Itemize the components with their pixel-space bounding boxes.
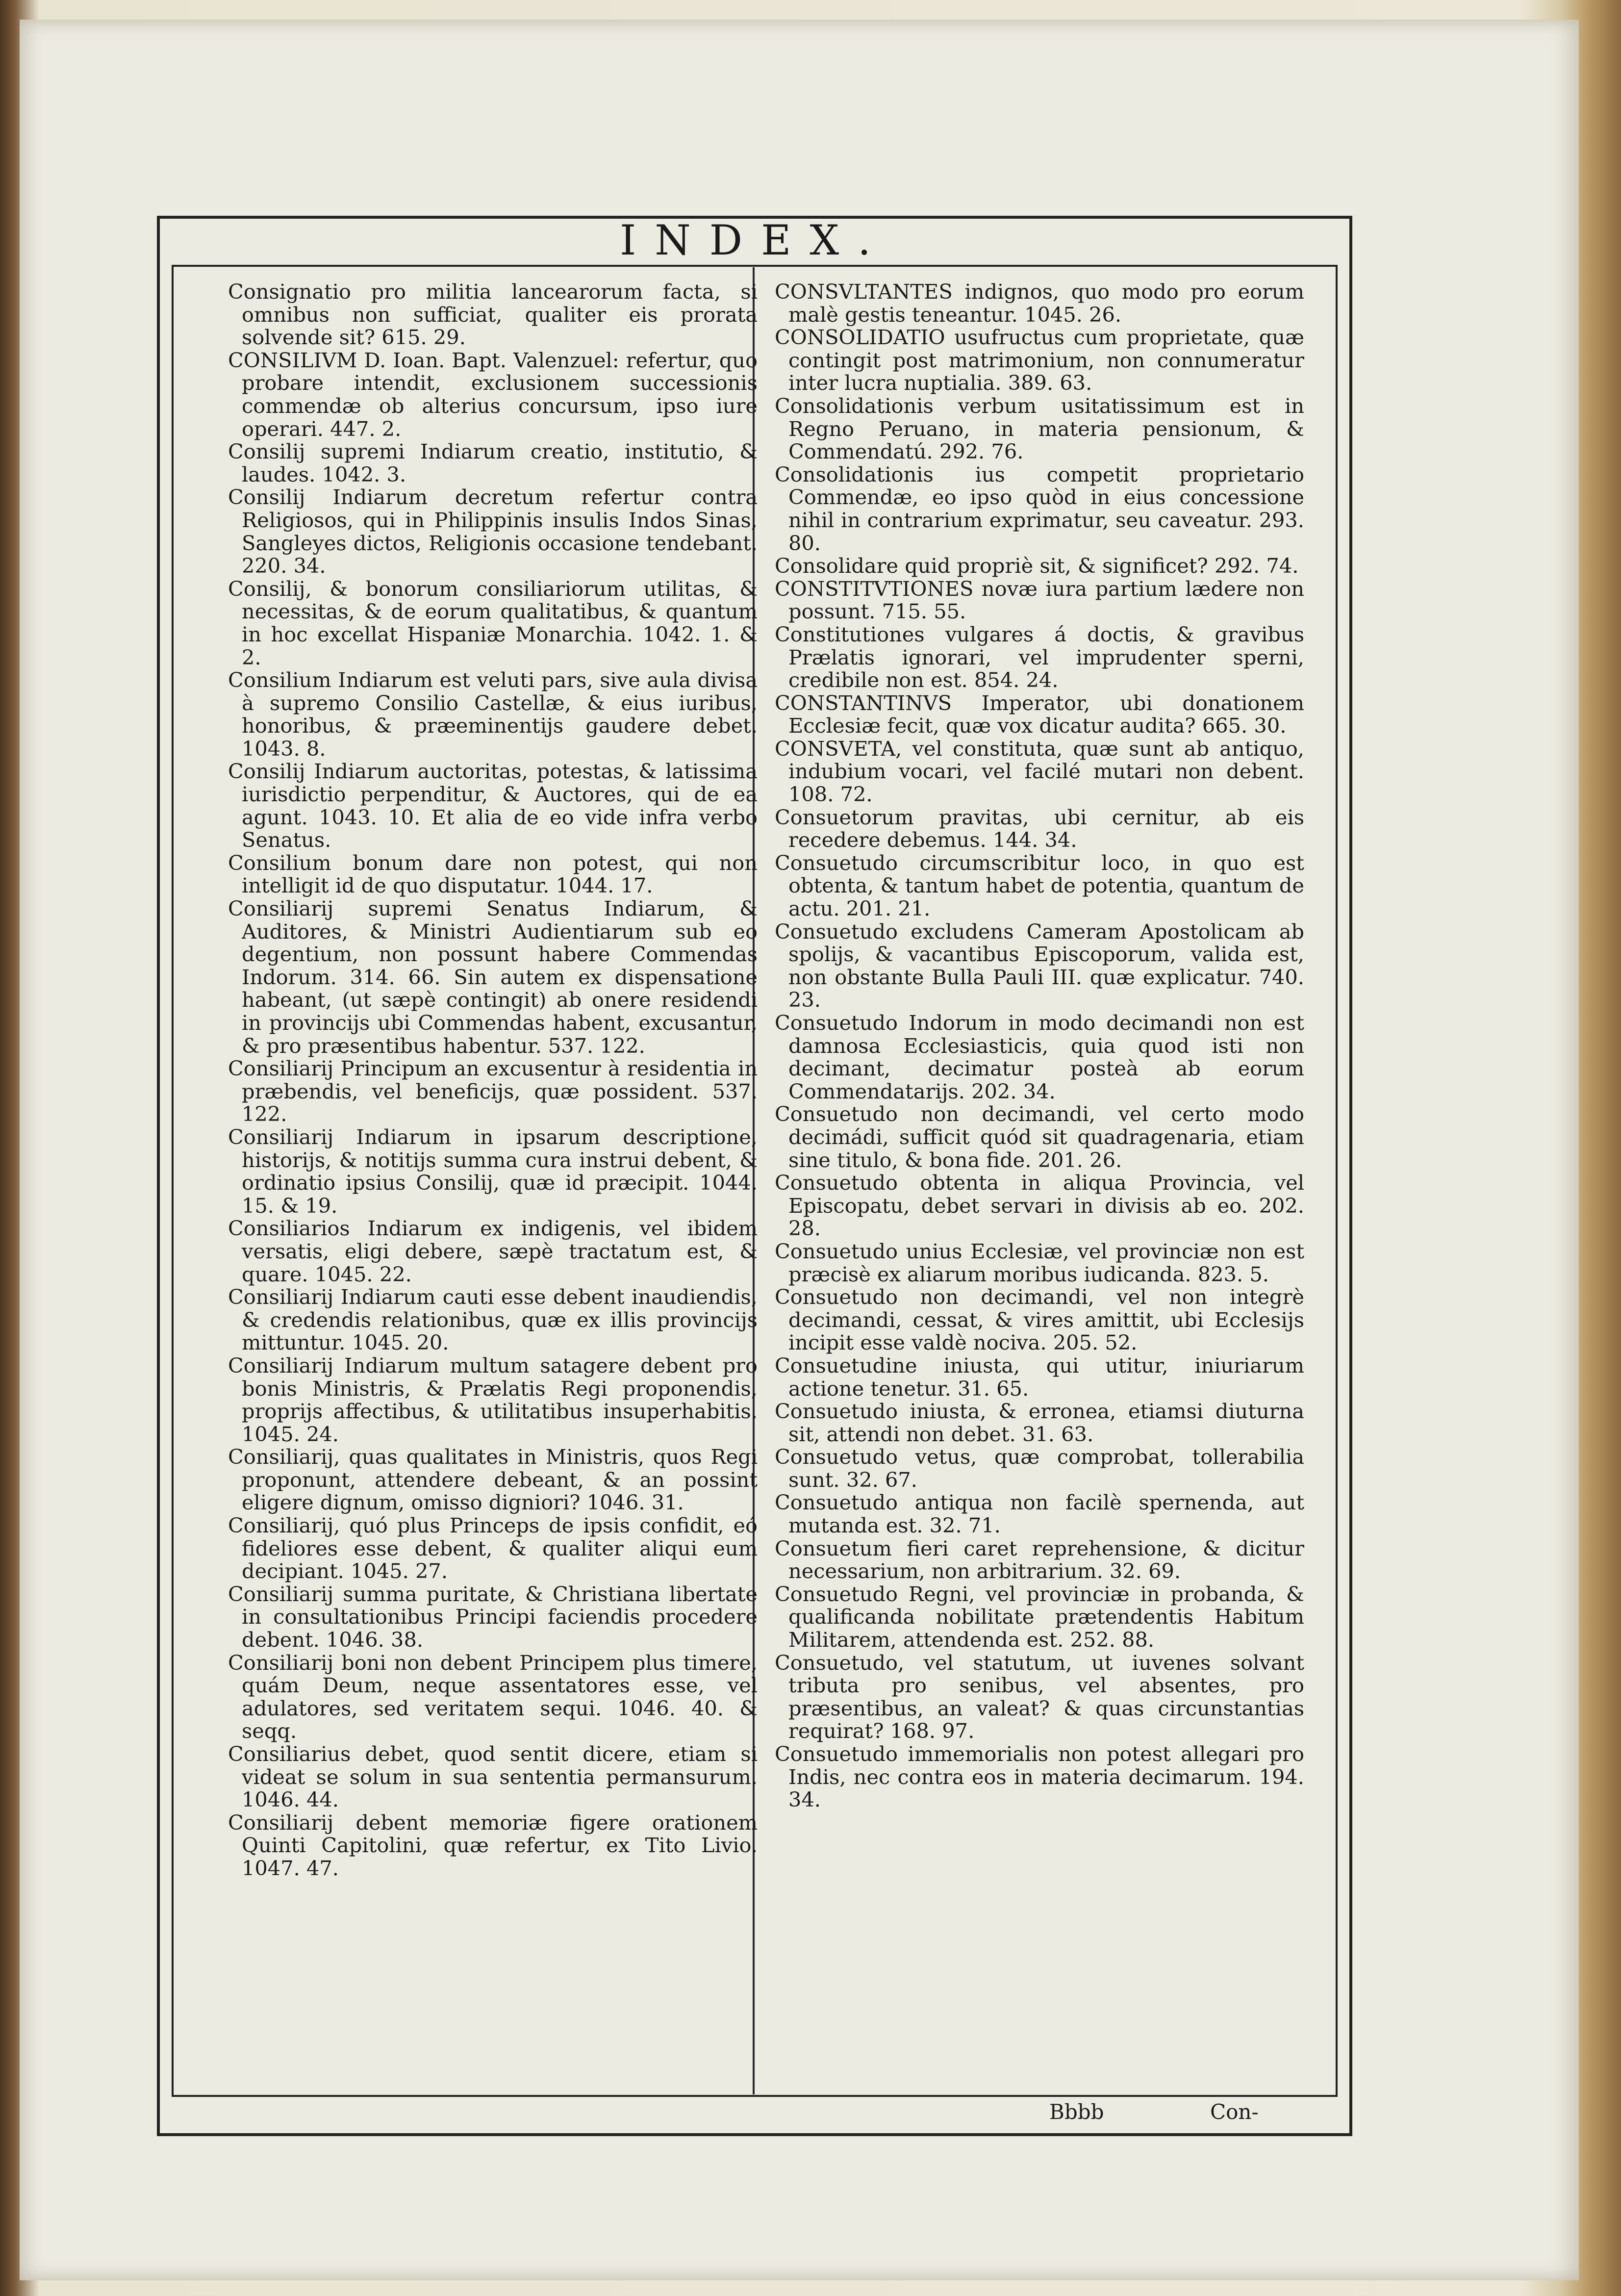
index-entry: Consuetudo vetus, quæ comprobat, tollerabilia sunt. 32. 67.: [775, 1445, 1304, 1492]
index-entry: Consiliarios Indiarum ex indigenis, vel ibidem versatis, eligi debere, sæpè tractatum est, & quare. 1045. 22.: [228, 1216, 758, 1286]
signature-mark: Bbbb: [1049, 2100, 1104, 2124]
index-entry: Consolidare quid propriè sit, & significet? 292. 74.: [775, 554, 1299, 578]
index-entry: Consolidationis verbum usitatissimum est in Regno Peruano, in materia pensionum, & Commendatú. 292. 76.: [775, 393, 1304, 464]
index-entry: Consignatio pro militia lancearorum facta, si omnibus non sufficiat, qualiter eis prorata solvende sit? 615. 29.: [228, 280, 758, 350]
index-entry: Consuetudo unius Ecclesiæ, vel provinciæ non est præcisè ex aliarum moribus iudicanda. 823. 5.: [775, 1239, 1304, 1286]
index-entry: Consuetudo Regni, vel provinciæ in probanda, & qualificanda nobilitate prætendentis Habitum Militarem, attendenda est. 252. 88.: [775, 1582, 1304, 1652]
index-entry: Consiliarij Indiarum cauti esse debent inaudiendis, & credendis relationibus, quæ ex illis provincijs mittuntur. 1045. 20.: [228, 1285, 758, 1355]
index-column-right: [775, 281, 1304, 1811]
index-entry: Consuetudo Indorum in modo decimandi non est damnosa Ecclesiasticis, quia quod isti non decimant, decimatur posteà ab eorum Commendatarijs. 202. 34.: [775, 1011, 1304, 1103]
index-entry: Consuetudo antiqua non facilè spernenda, aut mutanda est. 32. 71.: [775, 1490, 1304, 1538]
index-column-left: [228, 281, 758, 1880]
index-entry: Consuetudo obtenta in aliqua Provincia, vel Episcopatu, debet servari in divisis ab eo. 202. 28.: [775, 1171, 1304, 1241]
index-entry: Consolidationis ius competit proprietario Commendæ, eo ipso quòd in eius concessione nihil in contrarium exprimatur, seu caveatur. 293. 80.: [775, 462, 1304, 555]
index-entry: Consuetorum pravitas, ubi cernitur, ab eis recedere debemus. 144. 34.: [775, 805, 1304, 852]
index-entry: Consuetudo circumscribitur loco, in quo est obtenta, & tantum habet de potentia, quantum de actu. 201. 21.: [775, 850, 1304, 921]
index-entry: Consuetum fieri caret reprehensione, & dicitur necessarium, non arbitrarium. 32. 69.: [775, 1536, 1304, 1583]
index-entry: Consuetudo, vel statutum, ut iuvenes solvant tributa pro senibus, vel absentes, pro præsentibus, an valeat? & quas circunstantias requirat? 168. 97.: [775, 1650, 1304, 1743]
index-entry: Consiliarij boni non debent Principem plus timere, quám Deum, neque assentatores esse, vel adulatores, sed veritatem sequi. 1046. 40. & seqq.: [228, 1650, 758, 1743]
index-entry: Consiliarij supremi Senatus Indiarum, & Auditores, & Ministri Audientiarum sub eo degentium, non possunt habere Commendas Indorum. 314. 66. Sin autem ex dispensatione habeant, (ut sæpè contingit) ab onere residendi in provincijs ubi Commendas habent, excusantur, & pro præsentibus habentur. 537. 122.: [228, 896, 758, 1058]
index-entry: CONSILIVM D. Ioan. Bapt. Valenzuel: refertur, quo probare intendit, exclusionem successionis commendæ ob alterius concursum, ipso iure operari. 447. 2.: [228, 348, 758, 441]
index-entry: Consuetudo non decimandi, vel certo modo decimádi, sufficit quód sit quadragenaria, etiam sine titulo, & bona fide. 201. 26.: [775, 1102, 1304, 1172]
index-entry: Consilij Indiarum decretum refertur contra Religiosos, qui in Philippinis insulis Indos Sinas, Sangleyes dictos, Religionis occasione tendebant. 220. 34.: [228, 485, 758, 578]
index-entry: Consiliarij summa puritate, & Christiana libertate in consultationibus Principi faciendis procedere debent. 1046. 38.: [228, 1582, 758, 1652]
index-entry: Consiliarius debet, quod sentit dicere, etiam si videat se solum in sua sententia permansurum. 1046. 44.: [228, 1742, 758, 1812]
index-entry: Consiliarij Indiarum in ipsarum descriptione, historijs, & notitijs summa cura instrui debent, & ordinatio ipsius Consilij, quæ id præcipit. 1044. 15. & 19.: [228, 1124, 758, 1218]
index-entry: CONSOLIDATIO usufructus cum proprietate, quæ contingit post matrimonium, non connumeratur inter lucra nuptialia. 389. 63.: [775, 325, 1304, 395]
index-entry: Consuetudine iniusta, qui utitur, iniuriarum actione tenetur. 31. 65.: [775, 1353, 1304, 1401]
index-entry: Consilium bonum dare non potest, qui non intelligit id de quo disputatur. 1044. 17.: [228, 850, 758, 898]
index-entry: Consuetudo non decimandi, vel non integrè decimandi, cessat, & vires amittit, ubi Ecclesijs incipit esse valdè nociva. 205. 52.: [775, 1285, 1304, 1355]
index-entry: Constitutiones vulgares á doctis, & gravibus Prælatis ignorari, vel imprudenter sperni, credibile non est. 854. 24.: [775, 622, 1304, 692]
index-entry: Consilij, & bonorum consiliariorum utilitas, & necessitas, & de eorum qualitatibus, & quantum in hoc excellat Hispaniæ Monarchia. 1042. 1. & 2.: [228, 576, 758, 669]
index-entry: CONSVETA, vel constituta, quæ sunt ab antiquo, indubium vocari, vel facilé mutari non debent. 108. 72.: [775, 736, 1304, 807]
index-entry: CONSTITVTIONES novæ iura partium lædere non possunt. 715. 55.: [775, 576, 1304, 624]
index-entry: Consiliarij, quó plus Princeps de ipsis confidit, eó fideliores esse debent, & qualiter aliqui eum decipiant. 1045. 27.: [228, 1513, 758, 1583]
index-entry: Consuetudo iniusta, & erronea, etiamsi diuturna sit, attendi non debet. 31. 63.: [775, 1399, 1304, 1446]
index-entry: Consiliarij debent memoriæ figere orationem Quinti Capitolini, quæ refertur, ex Tito Livio. 1047. 47.: [228, 1810, 758, 1880]
catchword: Con-: [1210, 2100, 1259, 2124]
index-entry: Consilium Indiarum est veluti pars, sive aula divisa à supremo Consilio Castellæ, & eius iuribus, honoribus, & præeminentijs gaudere debet. 1043. 8.: [228, 668, 758, 761]
index-entry: Consiliarij Indiarum multum satagere debent pro bonis Ministris, & Prælatis Regi proponendis, proprijs affectibus, & utilitatibus insuperhabitis. 1045. 24.: [228, 1353, 758, 1446]
index-entry: Consuetudo immemorialis non potest allegari pro Indis, nec contra eos in materia decimarum. 194. 34.: [775, 1742, 1304, 1812]
page-title: INDEX.: [620, 216, 889, 264]
index-entry: Consilij supremi Indiarum creatio, institutio, & laudes. 1042. 3.: [228, 439, 758, 486]
index-entry: Consiliarij Principum an excusentur à residentia in præbendis, vel beneficijs, quæ possident. 537. 122.: [228, 1056, 758, 1126]
index-entry: Consilij Indiarum auctoritas, potestas, & latissima iurisdictio perpenditur, & Auctores, qui de ea agunt. 1043. 10. Et alia de eo vide infra verbo Senatus.: [228, 759, 758, 852]
index-entry: CONSVLTANTES indignos, quo modo pro eorum malè gestis teneantur. 1045. 26.: [775, 280, 1304, 327]
index-entry: Consuetudo excludens Cameram Apostolicam ab spolijs, & vacantibus Episcoporum, valida est, non obstante Bulla Pauli III. quæ explicatur. 740. 23.: [775, 919, 1304, 1012]
index-entry: CONSTANTINVS Imperator, ubi donationem Ecclesiæ fecit, quæ vox dicatur audita? 665. 30.: [775, 690, 1304, 738]
index-entry: Consiliarij, quas qualitates in Ministris, quos Regi proponunt, attendere debeant, & an possint eligere dignum, omisso digniori? 1046. 31.: [228, 1445, 758, 1515]
